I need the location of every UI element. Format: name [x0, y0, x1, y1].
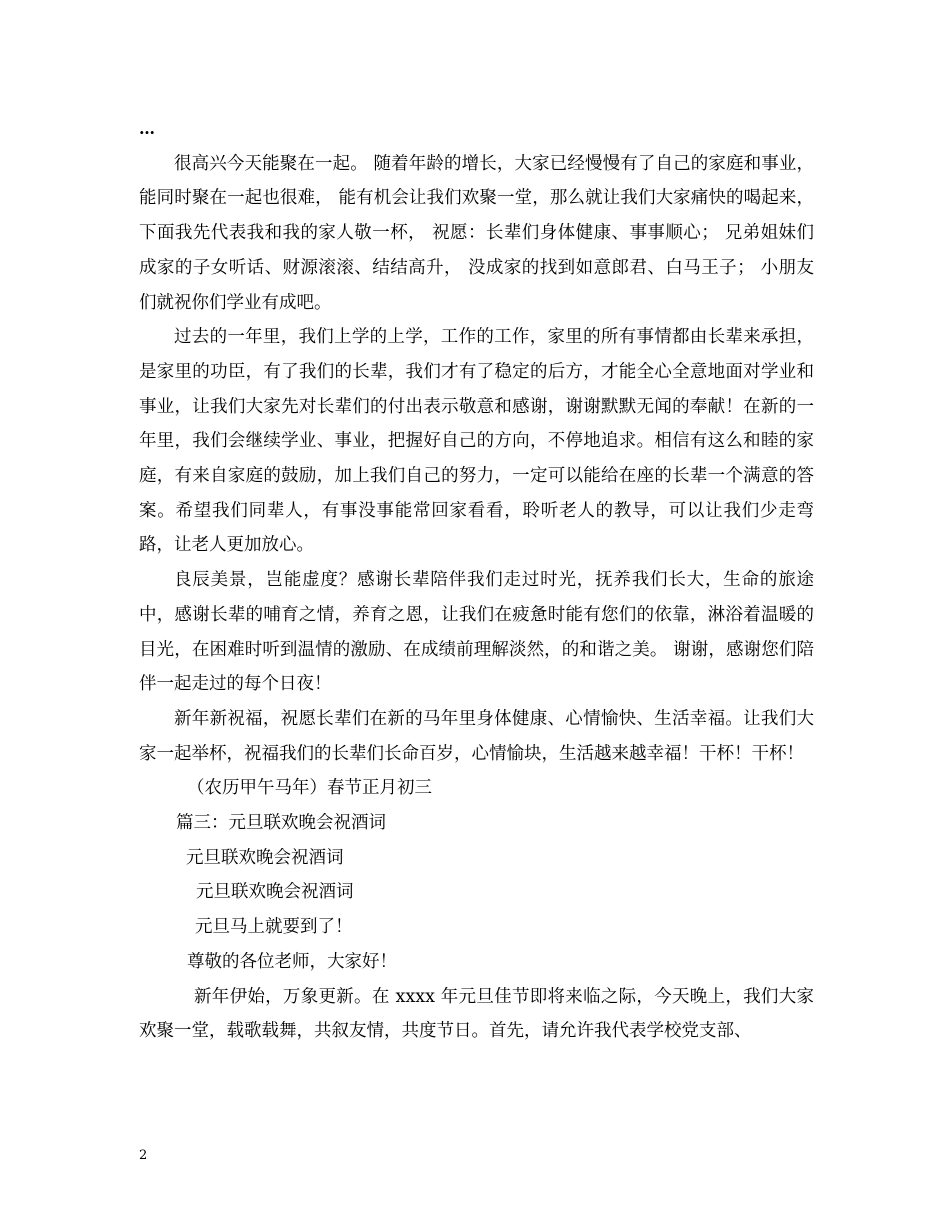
ellipsis-marker: …	[139, 119, 155, 138]
paragraph-gathering: 很高兴今天能聚在一起。 随着年龄的增长，大家已经慢慢有了自己的家庭和事业，能同时聚在一起也很难， 能有机会让我们欢聚一堂，那么就让我们大家痛快的喝起来，下面我先代表我和我的家人敬一杯， 祝愿：长辈们身体健康、事事顺心； 兄弟姐妹们成家的子女听话、财源滚滚、结结高升， 没成家的找到如意郎君、白马王子； 小朋友们就祝你们学业有成吧。	[139, 153, 814, 313]
speech-greeting: 尊敬的各位老师，大家好！	[187, 951, 397, 972]
speech-title: 元旦联欢晚会祝酒词	[186, 847, 344, 868]
paragraph-opening: 新年伊始，万象更新。在 xxxx 年元旦佳节即将来临之际，今天晚上，我们大家欢聚一堂，载歌载舞，共叙友情，共度节日。首先，请允许我代表学校党支部、	[139, 986, 814, 1042]
paragraph-past-year: 过去的一年里，我们上学的上学，工作的工作，家里的所有事情都由长辈来承担，是家里的功臣，有了我们的长辈，我们才有了稳定的后方，才能全心全意地面对学业和事业，让我们大家先对长辈们的付出表示敬意和感谢，谢谢默默无闻的奉献！在新的一年里，我们会继续学业、事业，把握好自己的方向，不停地追求。相信有这么和睦的家庭，有来自家庭的鼓励，加上我们自己的努力，一定可以能给在座的长辈一个满意的答案。希望我们同辈人，有事没事能常回家看看，聆听老人的教导，可以让我们少走弯路，让老人更加放心。	[139, 327, 814, 556]
page-number: 2	[139, 1148, 148, 1163]
section-heading: 篇三：元旦联欢晚会祝酒词	[176, 813, 386, 834]
speech-subtitle: 元旦马上就要到了！	[195, 917, 353, 938]
paragraph-new-year-toast: 新年新祝福，祝愿长辈们在新的马年里身体健康、心情愉快、生活幸福。让我们大家一起举杯，祝福我们的长辈们长命百岁，心情愉块，生活越来越幸福！干杯！干杯！	[139, 708, 814, 764]
document-body	[139, 112, 814, 1049]
date-line: （农历甲午马年）春节正月初三	[187, 778, 432, 799]
paragraph-gratitude: 良辰美景，岂能虚度？感谢长辈陪伴我们走过时光，抚养我们长大，生命的旅途中，感谢长辈的哺育之情，养育之恩，让我们在疲惫时能有您们的依靠，淋浴着温暖的目光，在困难时听到温情的激励、在成绩前理解淡然，的和谐之美。 谢谢，感谢您们陪伴一起走过的每个日夜！	[139, 570, 814, 695]
speech-title-repeat: 元旦联欢晚会祝酒词	[196, 882, 354, 903]
